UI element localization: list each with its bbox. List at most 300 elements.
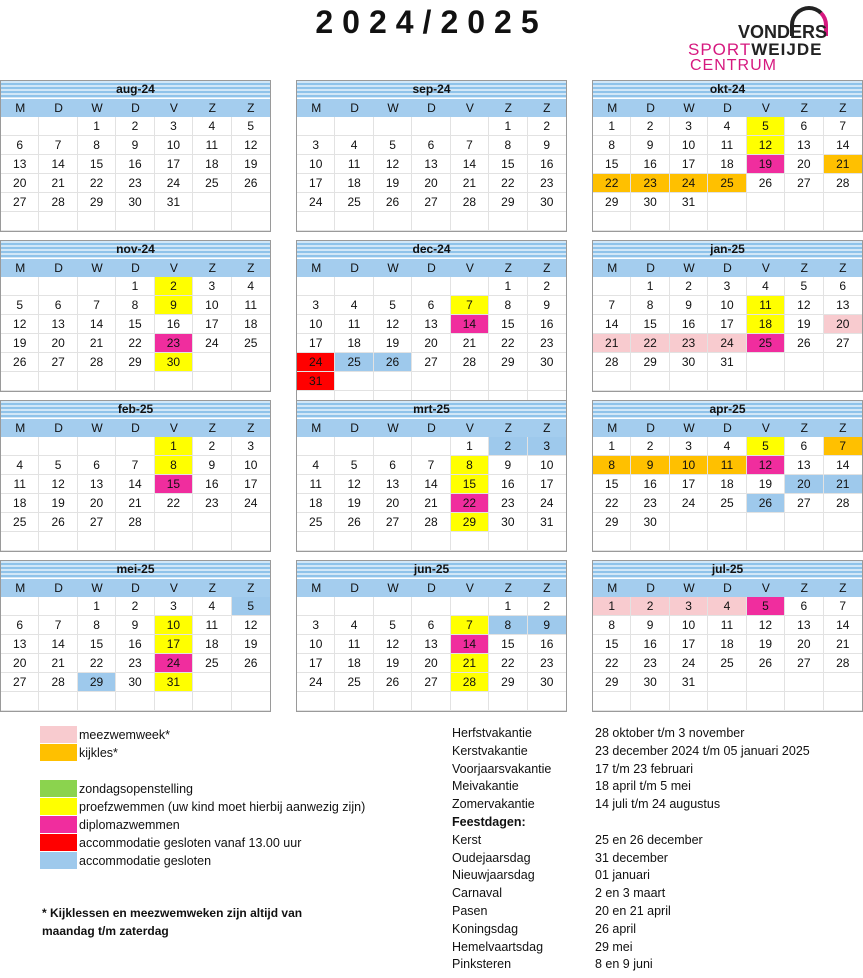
day-cell: 5 [374, 296, 412, 315]
day-cell: 22 [489, 654, 527, 673]
day-cell: 11 [708, 616, 746, 635]
day-cell: 4 [708, 437, 746, 456]
day-cell: 18 [193, 155, 231, 174]
month-nov-24 [0, 240, 271, 392]
weekday-header [1, 418, 270, 437]
day-cell: 19 [335, 494, 373, 513]
day-cell: 14 [116, 475, 154, 494]
empty-cell [785, 372, 823, 391]
info-label: Koningsdag [452, 921, 519, 936]
holidays-heading-label: Feestdagen: [452, 815, 526, 829]
info-label: Zomervakantie [452, 797, 535, 812]
empty-cell [155, 372, 193, 391]
day-cell: 13 [78, 475, 116, 494]
weekday-label: Z [800, 101, 809, 115]
day-cell: 18 [708, 475, 746, 494]
weekday-label: Z [208, 421, 217, 435]
day-cell: 22 [489, 334, 527, 353]
weekday-header [297, 418, 566, 437]
day-cell: 22 [593, 654, 631, 673]
legend-label: accommodatie gesloten vanaf 13.00 uur [79, 835, 302, 850]
day-cell: 14 [39, 635, 77, 654]
day-cell: 13 [412, 315, 450, 334]
day-cell: 22 [155, 494, 193, 513]
month-jun-25 [296, 560, 567, 712]
day-cell: 8 [489, 296, 527, 315]
day-cell: 19 [374, 334, 412, 353]
day-cell: 22 [631, 334, 669, 353]
empty-cell [670, 692, 708, 711]
day-cell: 6 [412, 616, 450, 635]
day-cell: 2 [155, 277, 193, 296]
empty-cell [824, 353, 862, 372]
weekday-label: D [427, 261, 436, 275]
empty-cell [824, 692, 862, 711]
day-cell: 17 [297, 334, 335, 353]
day-cell: 27 [39, 353, 77, 372]
day-cell: 29 [489, 193, 527, 212]
empty-cell [593, 532, 631, 551]
day-cell: 17 [670, 635, 708, 654]
day-cell: 23 [193, 494, 231, 513]
day-cell: 7 [78, 296, 116, 315]
weekday-label: D [131, 581, 140, 595]
day-cell: 23 [631, 494, 669, 513]
weekday-header [593, 98, 862, 117]
day-cell: 12 [374, 635, 412, 654]
day-grid [297, 597, 566, 711]
day-cell: 31 [528, 513, 566, 532]
day-cell: 20 [412, 334, 450, 353]
empty-cell [39, 532, 77, 551]
day-grid [1, 437, 270, 551]
day-cell: 15 [489, 315, 527, 334]
empty-cell [824, 372, 862, 391]
empty-cell [670, 372, 708, 391]
day-cell: 9 [528, 296, 566, 315]
day-cell: 9 [631, 136, 669, 155]
weekday-label: D [723, 261, 732, 275]
day-cell: 7 [824, 117, 862, 136]
day-cell: 17 [670, 475, 708, 494]
empty-cell [412, 437, 450, 456]
empty-cell [747, 193, 785, 212]
day-cell: 26 [785, 334, 823, 353]
day-cell: 27 [412, 353, 450, 372]
day-cell: 16 [528, 315, 566, 334]
empty-cell [374, 437, 412, 456]
empty-cell [193, 353, 231, 372]
empty-cell [785, 692, 823, 711]
day-cell: 28 [78, 353, 116, 372]
day-cell: 30 [489, 513, 527, 532]
weekday-label: W [683, 101, 695, 115]
empty-cell [489, 372, 527, 391]
weekday-label: D [723, 421, 732, 435]
empty-cell [412, 212, 450, 231]
day-cell: 18 [335, 334, 373, 353]
empty-cell [631, 692, 669, 711]
empty-cell [1, 532, 39, 551]
day-cell: 29 [116, 353, 154, 372]
day-cell: 7 [451, 616, 489, 635]
empty-cell [39, 372, 77, 391]
day-cell: 9 [193, 456, 231, 475]
day-cell: 28 [39, 673, 77, 692]
day-cell: 20 [785, 635, 823, 654]
empty-cell [528, 692, 566, 711]
month-title: jul-25 [593, 561, 862, 578]
weekday-label: Z [839, 421, 847, 435]
month-title: jun-25 [297, 561, 566, 578]
day-cell: 26 [374, 193, 412, 212]
day-cell: 15 [489, 635, 527, 654]
day-cell: 12 [747, 616, 785, 635]
info-value: 18 april t/m 5 mei [595, 779, 691, 794]
weekday-label: D [646, 101, 655, 115]
day-cell: 10 [297, 635, 335, 654]
empty-cell [412, 692, 450, 711]
day-cell: 21 [824, 155, 862, 174]
day-cell: 6 [785, 117, 823, 136]
empty-cell [412, 372, 450, 391]
legend-label: kijkles* [79, 745, 118, 760]
month-jan-25 [592, 240, 863, 392]
empty-cell [335, 117, 373, 136]
day-cell: 16 [116, 155, 154, 174]
empty-cell [155, 513, 193, 532]
day-grid [297, 437, 566, 551]
weekday-label: V [761, 261, 770, 275]
day-cell: 1 [116, 277, 154, 296]
day-cell: 30 [631, 513, 669, 532]
day-cell: 3 [155, 117, 193, 136]
day-cell: 27 [785, 174, 823, 193]
logo-line2b: WEIJDE [751, 40, 823, 59]
empty-cell [39, 212, 77, 231]
weekday-label: W [91, 581, 103, 595]
day-cell: 1 [631, 277, 669, 296]
weekday-label: M [15, 421, 26, 435]
empty-cell [670, 212, 708, 231]
day-cell: 21 [451, 654, 489, 673]
empty-cell [489, 532, 527, 551]
info-value: 31 december [595, 850, 668, 865]
weekday-label: Z [247, 421, 255, 435]
day-cell: 2 [528, 277, 566, 296]
day-cell: 30 [631, 193, 669, 212]
weekday-label: W [683, 581, 695, 595]
legend-swatch [40, 780, 77, 797]
day-cell: 18 [335, 174, 373, 193]
day-grid [593, 117, 862, 231]
day-cell: 31 [708, 353, 746, 372]
empty-cell [708, 193, 746, 212]
day-cell: 26 [335, 513, 373, 532]
weekday-label: Z [504, 421, 513, 435]
day-grid [1, 277, 270, 391]
month-title: jan-25 [593, 241, 862, 258]
weekday-label: V [761, 101, 770, 115]
empty-cell [155, 532, 193, 551]
empty-cell [708, 513, 746, 532]
weekday-label: Z [800, 421, 809, 435]
empty-cell [78, 372, 116, 391]
day-cell: 6 [39, 296, 77, 315]
empty-cell [1, 692, 39, 711]
day-cell: 25 [708, 654, 746, 673]
day-cell: 1 [593, 597, 631, 616]
day-cell: 4 [193, 117, 231, 136]
empty-cell [451, 212, 489, 231]
day-cell: 9 [670, 296, 708, 315]
empty-cell [785, 532, 823, 551]
day-cell: 23 [670, 334, 708, 353]
empty-cell [631, 372, 669, 391]
weekday-label: W [91, 101, 103, 115]
day-cell: 11 [1, 475, 39, 494]
day-cell: 18 [747, 315, 785, 334]
legend-item [40, 780, 193, 797]
day-cell: 13 [785, 456, 823, 475]
day-cell: 17 [155, 635, 193, 654]
day-cell: 24 [155, 174, 193, 193]
info-value: 23 december 2024 t/m 05 januari 2025 [595, 743, 810, 758]
day-cell: 13 [374, 475, 412, 494]
empty-cell [39, 117, 77, 136]
weekday-label: D [54, 261, 63, 275]
weekday-label: W [91, 261, 103, 275]
day-cell: 6 [1, 136, 39, 155]
weekday-header [297, 98, 566, 117]
day-cell: 28 [451, 353, 489, 372]
empty-cell [412, 597, 450, 616]
day-cell: 21 [451, 174, 489, 193]
weekday-label: V [761, 421, 770, 435]
empty-cell [451, 372, 489, 391]
empty-cell [631, 532, 669, 551]
empty-cell [39, 597, 77, 616]
weekday-label: V [169, 581, 178, 595]
weekday-label: W [91, 421, 103, 435]
day-cell: 4 [708, 117, 746, 136]
day-cell: 14 [593, 315, 631, 334]
empty-cell [374, 212, 412, 231]
weekday-header [1, 98, 270, 117]
empty-cell [232, 372, 270, 391]
empty-cell [785, 513, 823, 532]
info-value: 20 en 21 april [595, 904, 671, 918]
empty-cell [1, 437, 39, 456]
day-cell: 16 [528, 155, 566, 174]
day-cell: 28 [824, 174, 862, 193]
day-cell: 8 [116, 296, 154, 315]
day-cell: 3 [670, 437, 708, 456]
day-cell: 7 [593, 296, 631, 315]
day-cell: 9 [631, 456, 669, 475]
weekday-label: Z [543, 101, 551, 115]
empty-cell [824, 212, 862, 231]
empty-cell [747, 673, 785, 692]
day-cell: 27 [1, 673, 39, 692]
day-cell: 11 [335, 635, 373, 654]
day-cell: 23 [116, 174, 154, 193]
empty-cell [193, 372, 231, 391]
day-cell: 17 [155, 155, 193, 174]
day-cell: 28 [593, 353, 631, 372]
day-cell: 20 [374, 494, 412, 513]
day-cell: 16 [193, 475, 231, 494]
weekday-label: D [54, 581, 63, 595]
empty-cell [670, 513, 708, 532]
day-cell: 28 [39, 193, 77, 212]
empty-cell [78, 532, 116, 551]
empty-cell [193, 532, 231, 551]
legend-swatch [40, 726, 77, 743]
weekday-label: M [607, 261, 618, 275]
day-cell: 27 [412, 673, 450, 692]
empty-cell [1, 372, 39, 391]
empty-cell [193, 193, 231, 212]
day-cell: 17 [297, 174, 335, 193]
weekday-label: V [169, 421, 178, 435]
month-jul-25 [592, 560, 863, 712]
day-cell: 3 [670, 597, 708, 616]
day-cell: 21 [824, 475, 862, 494]
day-cell: 8 [593, 616, 631, 635]
empty-cell [631, 212, 669, 231]
day-cell: 14 [824, 136, 862, 155]
day-cell: 3 [297, 296, 335, 315]
day-cell: 22 [489, 174, 527, 193]
day-cell: 2 [670, 277, 708, 296]
legend-item [40, 744, 118, 761]
day-cell: 12 [785, 296, 823, 315]
day-cell: 10 [297, 155, 335, 174]
empty-cell [824, 673, 862, 692]
day-cell: 1 [489, 117, 527, 136]
month-mrt-25 [296, 400, 567, 552]
day-cell: 14 [451, 635, 489, 654]
info-value: 2 en 3 maart [595, 886, 666, 901]
day-cell: 20 [412, 654, 450, 673]
weekday-label: D [646, 261, 655, 275]
day-cell: 9 [489, 456, 527, 475]
weekday-label: Z [800, 581, 809, 595]
weekday-label: W [683, 421, 695, 435]
day-grid [1, 117, 270, 231]
day-cell: 6 [374, 456, 412, 475]
day-cell: 11 [335, 155, 373, 174]
day-cell: 12 [232, 136, 270, 155]
day-cell: 12 [232, 616, 270, 635]
day-cell: 2 [489, 437, 527, 456]
day-cell: 16 [489, 475, 527, 494]
day-cell: 20 [785, 155, 823, 174]
day-cell: 28 [451, 193, 489, 212]
day-cell: 9 [155, 296, 193, 315]
weekday-header [593, 578, 862, 597]
day-cell: 7 [824, 437, 862, 456]
weekday-label: Z [543, 261, 551, 275]
empty-cell [232, 673, 270, 692]
day-cell: 4 [747, 277, 785, 296]
day-cell: 27 [785, 494, 823, 513]
day-cell: 7 [39, 616, 77, 635]
empty-cell [232, 212, 270, 231]
weekday-label: V [465, 421, 474, 435]
empty-cell [297, 117, 335, 136]
weekday-label: M [15, 261, 26, 275]
empty-cell [232, 193, 270, 212]
empty-cell [193, 692, 231, 711]
day-cell: 26 [374, 353, 412, 372]
day-cell: 2 [116, 117, 154, 136]
empty-cell [489, 692, 527, 711]
day-cell: 27 [412, 193, 450, 212]
weekday-label: V [169, 101, 178, 115]
day-cell: 27 [785, 654, 823, 673]
day-cell: 7 [412, 456, 450, 475]
day-cell: 18 [297, 494, 335, 513]
day-cell: 2 [193, 437, 231, 456]
weekday-header [297, 258, 566, 277]
month-feb-25 [0, 400, 271, 552]
day-cell: 5 [39, 456, 77, 475]
day-cell: 9 [116, 616, 154, 635]
day-cell: 26 [747, 494, 785, 513]
empty-cell [1, 212, 39, 231]
empty-cell [232, 513, 270, 532]
day-cell: 7 [451, 136, 489, 155]
empty-cell [747, 353, 785, 372]
day-cell: 18 [232, 315, 270, 334]
info-label: Hemelvaartsdag [452, 939, 544, 954]
empty-cell [528, 532, 566, 551]
day-cell: 25 [297, 513, 335, 532]
empty-cell [708, 212, 746, 231]
empty-cell [297, 277, 335, 296]
weekday-label: D [54, 101, 63, 115]
day-cell: 10 [670, 136, 708, 155]
empty-cell [335, 212, 373, 231]
day-cell: 4 [297, 456, 335, 475]
weekday-label: Z [247, 581, 255, 595]
empty-cell [528, 212, 566, 231]
month-title: mrt-25 [297, 401, 566, 418]
empty-cell [1, 597, 39, 616]
empty-cell [193, 212, 231, 231]
empty-cell [155, 212, 193, 231]
legend-swatch [40, 744, 77, 761]
day-cell: 8 [489, 616, 527, 635]
weekday-label: D [646, 421, 655, 435]
weekday-label: Z [247, 101, 255, 115]
day-cell: 22 [593, 494, 631, 513]
day-cell: 10 [528, 456, 566, 475]
day-cell: 7 [824, 597, 862, 616]
empty-cell [747, 532, 785, 551]
empty-cell [708, 673, 746, 692]
day-cell: 4 [335, 136, 373, 155]
weekday-label: D [427, 101, 436, 115]
logo [688, 6, 860, 72]
day-cell: 26 [232, 654, 270, 673]
day-cell: 19 [39, 494, 77, 513]
weekday-label: D [350, 261, 359, 275]
day-cell: 29 [593, 513, 631, 532]
day-cell: 1 [78, 117, 116, 136]
